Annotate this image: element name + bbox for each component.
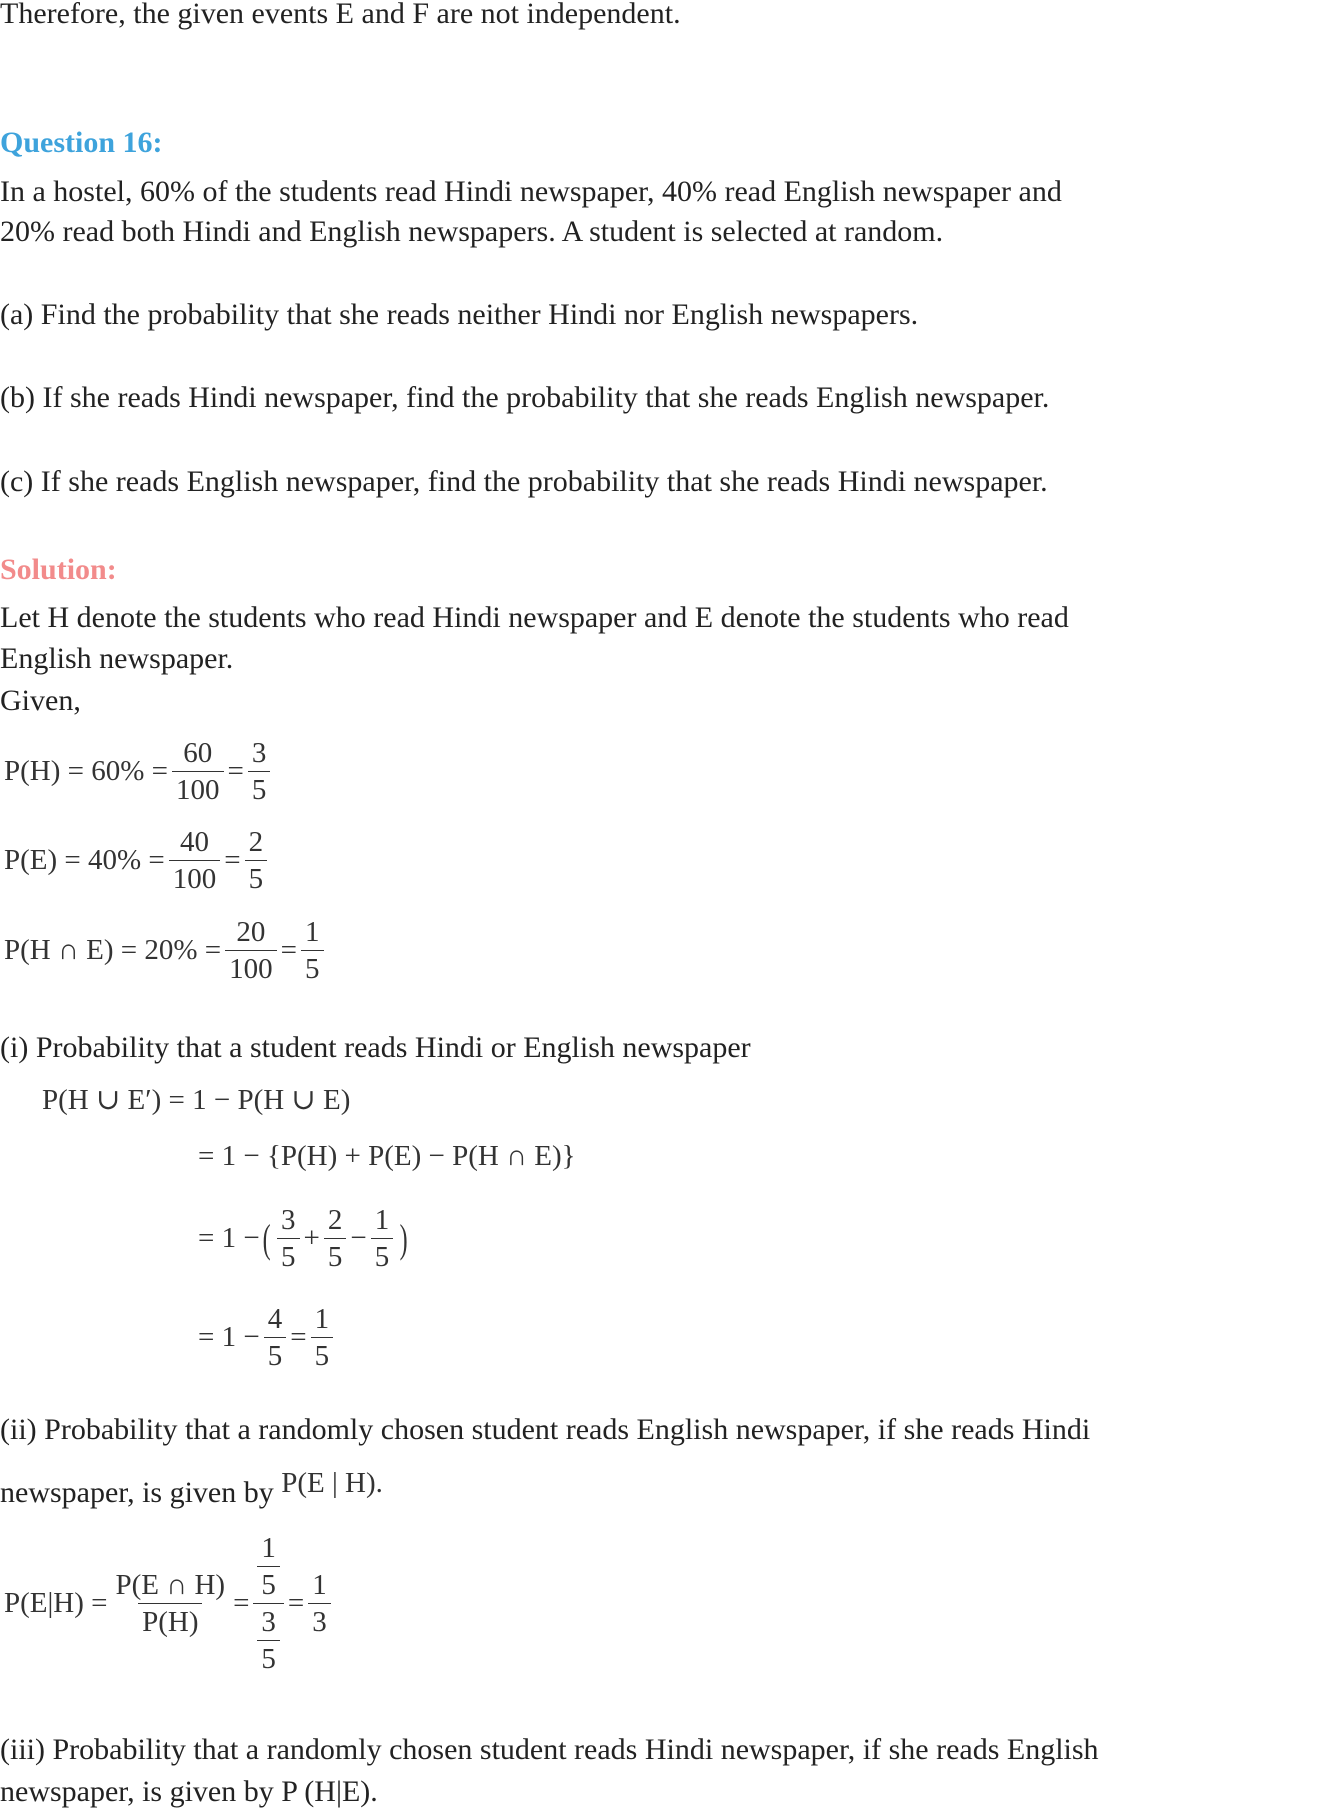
part-i-step-3: = 1 − ( 3 5 + $\frac{2}{5}$ − $\frac{1}{5}$ ) xyxy=(198,1204,408,1273)
given-equation-h-and-e: P(H ∩ E) = 20% = $\frac{20}{100}$ = 1 5 xyxy=(4,914,328,987)
question-line: In a hostel, 60% of the students read Hindi newspaper, 40% read English newspaper and xyxy=(0,175,1062,208)
given-equation-h: P(H) = 60% = $\frac{60}{100}$ = 3 5 xyxy=(4,735,274,808)
solution-line: Given, xyxy=(0,684,81,717)
question-heading: Question 16: xyxy=(0,126,163,159)
part-iii-text: newspaper, is given by P (H|E). xyxy=(0,1775,378,1808)
intro-text: Therefore, the given events E and F are not independent. xyxy=(0,0,681,30)
part-i-step-1: P(H ∪ E′) = 1 − P(H ∪ E) xyxy=(42,1084,351,1116)
question-part-a: (a) Find the probability that she reads neither Hindi nor English newspapers. xyxy=(0,298,919,331)
solution-line: English newspaper. xyxy=(0,642,234,675)
given-equation-e: P(E) = 40% = $\frac{40}{100}$ = 2 5 xyxy=(4,824,271,897)
solution-heading: Solution: xyxy=(0,553,117,586)
part-ii-equation: P(E|H) = $\frac{P(E \cap H)}{P(H)}$ = 1 5 3 5 = 1 3 xyxy=(4,1530,335,1677)
part-i-step-4: = 1 − $\frac{4}{5}$ = 1 5 xyxy=(198,1301,337,1374)
part-i-text: (i) Probability that a student reads Hindi or English newspaper xyxy=(0,1031,751,1064)
question-line: 20% read both Hindi and English newspapers. A student is selected at random. xyxy=(0,215,944,248)
part-ii-text: newspaper, is given by P(E | H). xyxy=(0,1467,383,1509)
part-ii-text: (ii) Probability that a randomly chosen student reads English newspaper, if she reads Hindi xyxy=(0,1413,1091,1446)
part-i-step-2: = 1 − {P(H) + P(E) − P(H ∩ E)} xyxy=(198,1140,576,1172)
question-part-c: (c) If she reads English newspaper, find the probability that she reads Hindi newspaper. xyxy=(0,465,1048,498)
part-iii-text: (iii) Probability that a randomly chosen student reads Hindi newspaper, if she reads English xyxy=(0,1733,1099,1766)
question-part-b: (b) If she reads Hindi newspaper, find the probability that she reads English newspaper. xyxy=(0,381,1050,414)
solution-line: Let H denote the students who read Hindi newspaper and E denote the students who read xyxy=(0,601,1069,634)
